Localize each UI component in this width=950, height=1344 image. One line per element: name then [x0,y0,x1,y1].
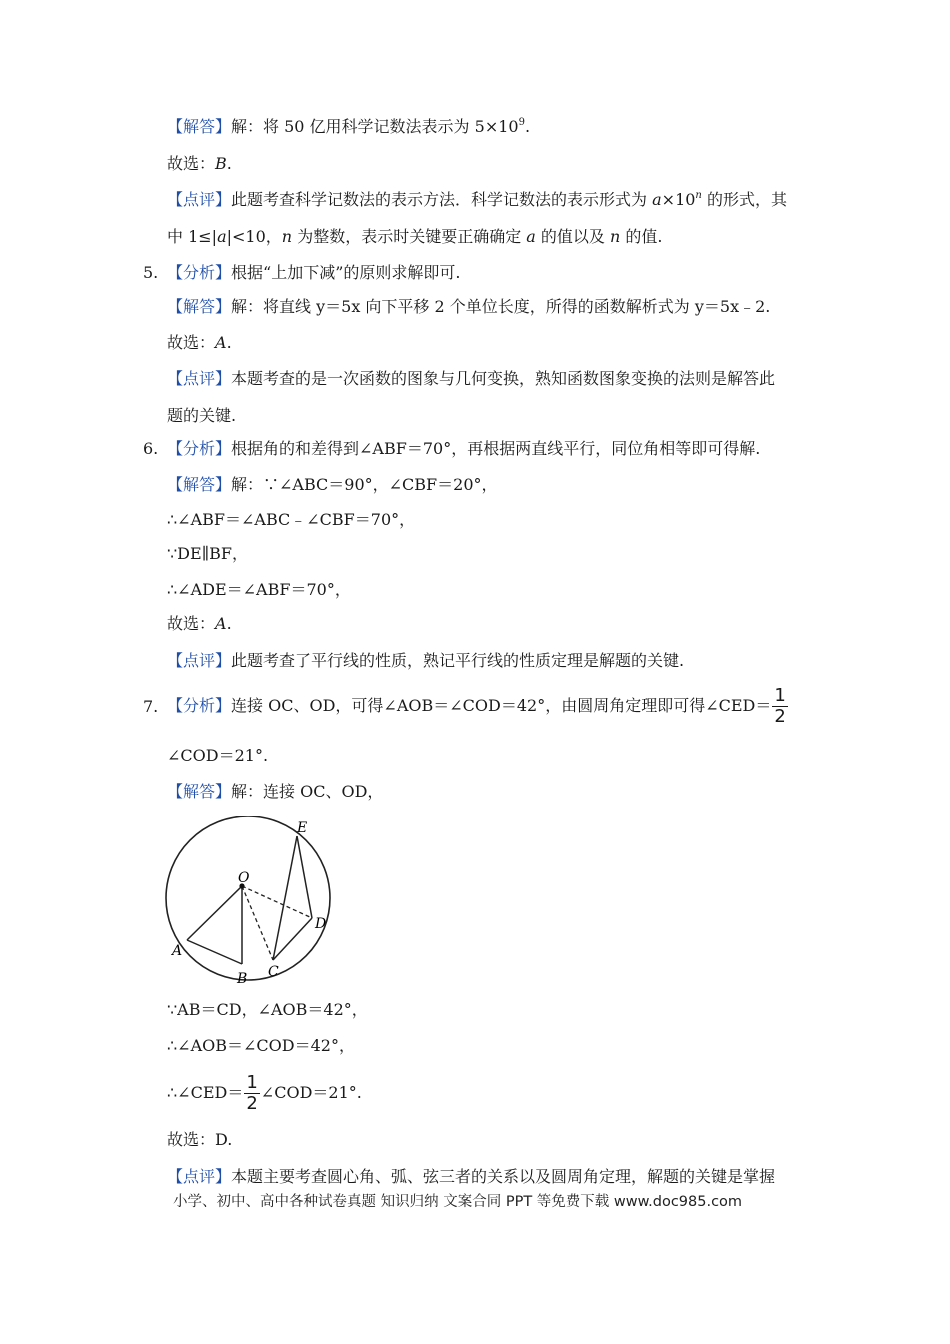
label-B: B [237,971,248,987]
fraction-numerator: 1 [774,685,786,706]
comment-text: 为整数，表示时关键要正确确定 [292,227,527,246]
step-text: ∠COD＝21°. [260,1083,362,1102]
q6-analysis [167,439,760,459]
var-a: a [652,190,662,209]
var-n: n [695,190,702,201]
comment-text: 本题考查的是一次函数的图象与几何变换，熟知函数图象变换的法则是解答此 [231,369,776,388]
comment-tag: 【点评】 [167,369,232,388]
q5-answer [167,297,770,317]
answer-tag: 【解答】 [167,475,232,494]
q5-choice [167,333,232,353]
q6-step2: ∵DE∥BF， [167,544,248,563]
comment-text: |<10， [226,227,282,246]
segment-EC [273,836,297,960]
segment-OC [242,886,273,960]
analysis-text: 连接 OC、OD，可得∠AOB＝∠COD＝42°，由圆周角定理即可得∠CED＝ [231,696,772,715]
step-text: ∴∠CED＝ [167,1083,244,1102]
q7-choice [167,1130,232,1150]
label-D: D [315,916,327,932]
label-C: C [268,964,279,980]
answer-text: 解：∵∠ABC＝90°，∠CBF＝20°， [231,475,498,494]
var-n: n [610,227,621,246]
choice-letter: A [215,614,227,633]
segment-OA [187,886,242,940]
var-n: n [281,227,293,246]
q4-comment-line2 [167,227,663,247]
q7-step3 [167,1073,362,1113]
q6-answer [167,475,498,495]
q7-step2: ∴∠AOB＝∠COD＝42°， [167,1036,355,1055]
answer-text: 解：连接 OC、OD， [231,782,384,801]
fraction-denominator: 2 [246,1093,258,1114]
comment-text: 本题主要考查圆心角、弧、弦三者的关系以及圆周角定理，解题的关键是掌握 [231,1167,776,1186]
analysis-tag: 【分析】 [167,439,232,458]
q4-choice [167,154,232,174]
segment-OD [242,886,312,918]
comment-text: 此题考查了平行线的性质，熟记平行线的性质定理是解题的关键. [231,651,685,670]
answer-text: 解：将直线 y＝5x 向下平移 2 个单位长度，所得的函数解析式为 y＝5x﹣2. [231,297,771,316]
period: . [226,154,232,173]
var-a: a [526,227,536,246]
comment-tag: 【点评】 [167,1167,232,1186]
q7-step1: ∵AB＝CD，∠AOB＝42°， [167,1000,368,1019]
fraction-numerator: 1 [246,1072,258,1093]
q5-comment-line1 [167,369,775,389]
comment-tag: 【点评】 [167,190,232,209]
exponent: 9 [518,117,525,128]
comment-text: 的值. [620,227,663,246]
choice-prefix: 故选： [167,154,216,173]
label-E: E [297,820,308,836]
var-a: a [217,227,227,246]
period: . [226,614,232,633]
fraction-half [244,1074,259,1113]
q5-comment-line2: 题的关键. [167,406,237,425]
segment-CD [273,918,312,960]
period: . [227,1130,233,1149]
comment-text: 的值以及 [535,227,611,246]
answer-tag: 【解答】 [167,297,232,316]
choice-letter: B [215,154,227,173]
q6-comment [167,651,684,671]
question-number: 7. [143,697,159,716]
circle [166,816,330,980]
q5-analysis [167,263,460,283]
q7-analysis [167,686,789,726]
q6-step3: ∴∠ADE＝∠ABF＝70°， [167,580,351,599]
period: . [524,117,531,136]
comment-text: ×10 [661,190,696,209]
answer-tag: 【解答】 [167,117,232,136]
comment-text: 的形式，其 [701,190,787,209]
answer-tag: 【解答】 [167,782,232,801]
choice-prefix: 故选： [167,1130,216,1149]
analysis-text: 根据“上加下减”的原则求解即可. [231,263,461,282]
question-number: 5. [143,263,159,282]
question-number: 6. [143,439,159,458]
q7-analysis-cont: ∠COD＝21°. [167,746,269,765]
choice-letter: A [215,333,227,352]
q6-choice [167,614,232,634]
segment-ED [297,836,312,918]
comment-text: 中 1≤| [167,227,218,246]
choice-letter: D [215,1130,228,1149]
fraction-denominator: 2 [774,706,786,727]
choice-prefix: 故选： [167,333,216,352]
fraction-half [772,687,787,726]
analysis-tag: 【分析】 [167,263,232,282]
period: . [226,333,232,352]
footer-promo: 小学、初中、高中各种试卷真题 知识归纳 文案合同 PPT 等免费下载 www.doc985.com [173,1194,743,1210]
label-O: O [238,870,250,886]
analysis-text: 根据角的和差得到∠ABF＝70°，再根据两直线平行，同位角相等即可得解. [231,439,761,458]
comment-text: 此题考查科学记数法的表示方法．科学记数法的表示形式为 [231,190,653,209]
q7-comment [167,1167,775,1187]
q4-answer [167,117,530,137]
analysis-tag: 【分析】 [167,696,232,715]
label-A: A [172,943,183,959]
q7-answer [167,782,383,802]
answer-text: 解：将 50 亿用科学记数法表示为 5×10 [231,117,519,136]
q4-comment-line1 [167,190,787,210]
comment-tag: 【点评】 [167,651,232,670]
choice-prefix: 故选： [167,614,216,633]
circle-figure [160,816,340,988]
q6-step1: ∴∠ABF＝∠ABC﹣∠CBF＝70°， [167,510,416,529]
